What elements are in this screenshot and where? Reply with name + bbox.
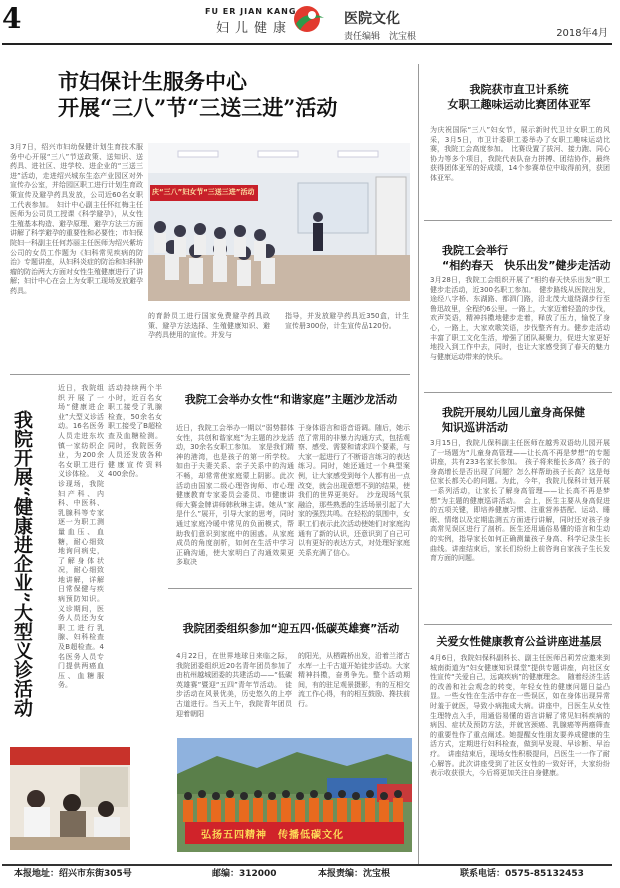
main-article-col2: 的育龄员工进行国家免费避孕药具政策、避孕方法选择、生殖健康知识、避孕药具使用的宣传。并发与 [148, 312, 270, 340]
main-article-col3: 指导，并发放避孕药具近350盒，计生宣传册300份，计生宣传品120份。 [285, 312, 409, 330]
issue-date: 2018年4月 [556, 28, 608, 39]
header-rule [2, 43, 612, 45]
divider [424, 624, 612, 625]
masthead-english: FU ER JIAN KANG [205, 7, 297, 16]
page-number: 4 [2, 2, 22, 35]
footer-phone: 联系电话：0575-85132453 [460, 869, 584, 879]
safety-article-body: 3月15日，我院儿保科副主任医师在越秀双语幼儿园开展了一场题为“儿童身高管理——让长高不再是梦想”的专题讲座，共有233名家长参加。 孩子将来能长多高？孩子的身高增长是否出现了问题？怎么样帮助孩子长高？这是每位家长都关心的问题。为此，今年，我院儿保科计划开展一系列活动，让家长了解身高管理——让长高不再是梦想”为主题的健康巡讲活动。 会上，医生主要从身高促进的五项关键，即培养健康习惯、注重营养搭配、运动、睡眠、情绪以及定期监测五方面进行讲解，同时还对孩子身高常见误区进行了剖析。医生还用通俗易懂的语言和生动的实例，指导家长如何正确测量孩子身高、科学记录生长曲线。讲座结束后，家长们纷纷上前咨询自家孩子生长发育方面的问题。 [430, 439, 610, 563]
clinic-photo [10, 747, 130, 850]
salon-article-col1: 近日，我院工会举办一期以“弱势群体女性，共创和谐家庭”为主题的沙龙活动，30余名女职工参加。 家是我们精神的港湾，也是孩子的第一所学校。如由于夫妻关系、亲子关系中的沟通不畅，却常常使家庭蒙上阴影。此次活动由国家二级心理咨询师、市心理健康教育专家委员会委员、市健康讲师大赛金牌讲师韩秋琳主讲。她从“家是什么”展开，引导大家的思考，同时通过家庭冷暖中常见的负面模式，帮助我们意识到家庭中的困惑。从家庭成员的角度剖析，如何在生活中学习正确沟通，使大家明白了沟通效果更多取决 [176, 424, 294, 567]
main-article-photo [148, 143, 410, 301]
divider [168, 588, 412, 589]
safety-headline-line2: 知识巡讲活动 [442, 421, 508, 434]
walk-headline-line2: “相约春天 快乐出发”健步走活动 [442, 259, 611, 272]
safety-headline [426, 405, 612, 435]
divider [424, 392, 612, 393]
footer-postcode: 邮编：312000 [212, 869, 277, 879]
walk-article-body: 3月28日，我院工会组织开展了“相约春天快乐出发”职工健步走活动，近300名职工参加。 健步路线从医院出发，途经八字桥、东湖路、都泗门路，沿北茂大道绕湖步行至鲁迅故里，全程约6公里。一路上，大家迈着轻盈的步伐，欢声笑语，精神抖擞地健步走着，释放了压力，愉悦了身心，一路上，大家欢歌笑语，步伐整齐有力。健步走活动丰富了职工文化生活，增强了团队凝聚力，促进大家更好地投入到工作中去，同时，也让大家感受到了春天的魅力与健康运动带来的快乐。 [430, 276, 610, 361]
photo1-banner-text: 庆“三八”妇女节“三送三进”活动 [152, 188, 255, 196]
vertical-headline: 我院开展“健康进企业”大型义诊活动 [11, 410, 33, 717]
section-title: 医院文化 [344, 11, 400, 27]
vertical-article-col1: 近日，我院组织开展了一场“健康进企业”大型义诊活动。16名医务人员走进东坎镇一家纺织企业，为200余名女职工进行义诊体检。 义诊现场，我院妇产科、内科、中医科、乳腺科等专家逐一为职工测量血压、血糖，耐心细致地询问病史，了解身体状况，耐心细致地讲解，详解日常保健与疾病预防知识。义诊期间，医务人员还为女职工进行乳腺、妇科检查及B超检查。4名医务人员专门提供两癌血压、血糖服务。 [58, 384, 104, 690]
competition-headline-line2: 女职工趣味运动比赛团体亚军 [447, 98, 591, 111]
youth-article-col1: 4月22日，在世界地球日来临之际，我院团委组织近20名青年团员参加了由杭州越城团委的共建活动——“低碳英雄赛”暨迎“五四”青年节活动。 徒步活动在风景优美，历史悠久的上亭古道进行。当天上午，我院青年团员迎着朝阳 [176, 652, 292, 718]
lecture-article-body: 4月6日，我院妇保科副科长、副主任医师吕莉芳应邀来到城南街道为“妇女健康知识课堂”提供专题讲座，向社区女性宣传“关爱自己，远离疾病”的健康理念。 随着经济生活的改善和社会观念的转变，年轻女性的健康问题日益凸显。一些女性在生活中存在一些误区，如在身体出现异常时羞于就医，导致小病拖成大病。讲座中，吕医生从女性生理特点入手，用通俗易懂的语言讲解了常见妇科疾病的病因、症状及预防方法，并就宫颈癌、乳腺癌等两癌筛查的重要性作了重点阐述。她提醒女性朋友要养成健康的生活方式，定期进行妇科检查，做到早发现、早诊断、早治疗。 讲座结束后，现场女性积极提问，吕医生一一作了耐心解答。此次讲座受到了社区女性的一致好评，大家纷纷表示收获很大，今后将更加关注自身健康。 [430, 654, 610, 778]
column-divider [418, 64, 419, 864]
masthead-chinese: 妇儿健康 [216, 21, 293, 36]
competition-headline [426, 82, 612, 112]
vertical-article-col2: 活动持续两个半小时，近百名女职工接受了乳腺检查，50余名女职工接受了B超检查及血糖检测。同时，我院医务人员还发放各种健康宣传资料400余份。 [108, 384, 162, 479]
walk-headline-line1: 我院工会举行 [442, 244, 508, 257]
lecture-headline: 关爱女性健康教育公益讲座进基层 [436, 635, 602, 648]
youth-group-photo [177, 738, 412, 852]
footer-editor: 本报责编：沈宝根 [318, 869, 391, 879]
footer-address: 本报地址：绍兴市东街305号 [14, 869, 132, 879]
safety-headline-line1: 我院开展幼儿园儿童身高保健 [442, 406, 585, 419]
photo3-banner-text: 弘扬五四精神 传播低碳文化 [201, 830, 344, 841]
main-headline [58, 69, 378, 121]
newspaper-logo-icon [292, 4, 326, 34]
divider [10, 374, 410, 375]
divider [424, 220, 612, 221]
competition-article-body: 为庆祝国际“三八”妇女节，展示新时代卫计女职工的风采，3月5日，市卫计委职工委举办了女职工趣味运动比赛，我院工会高度参加。 比赛设置了拔河、接力跑、同心协力等多个项目，我院代表队奋力拼搏、团结协作，最终获得团体亚军的好成绩，14个参赛单位中取得前列，获团体亚军。 [430, 126, 610, 182]
youth-article-col2: 的阳光，从栖霞桥出发，沿着兰渚古水库一上千古道开始徒步活动。大家精神抖擞，奋勇争先。整个活动期间，有的驻足观景摄影，有的互相交流工作心得，有的相互鼓励、搀扶前行。 [298, 652, 410, 708]
clinic-image [10, 747, 130, 850]
salon-headline: 我院工会举办女性“和谐家庭”主题沙龙活动 [184, 393, 398, 406]
main-headline-line1: 市妇保计生服务中心 [58, 69, 247, 94]
salon-article-col2: 于身体语言和语音语调。随后，她示范了常用的非暴力沟通方式，包括观察、感受、需要和请求四个要素，与大家一起进行了不断语言练习的表达练习。同时，她还通过一个典型案例，让大家感受到每个人都有出一点改变，就会出现意想不到的结果，使我们的世界更美好。 沙龙现场气氛融洽，那些熟悉的生活场景引起了大家的强烈共鸣。在轻松的氛围中，女职工们表示此次活动使她们对家庭沟通有了新的认识，还意识到了自己可以有更好的表达方式，对处理好家庭关系充满了信心。 [298, 424, 410, 557]
section-editor: 责任编辑 沈宝根 [344, 32, 417, 42]
main-article-col1: 3月7日，绍兴市妇幼保健计划生育技术服务中心开展“三八”节送政策、送知识、送药具、进社区、进学校、进企业的“三送三进”活动，走进绍兴城东生态产业园区对外宣传办公室，并给园区职工进行计划生育政策宣传及避孕药具发放，公司近60名女职工代表参加。 妇计中心副主任怀红梅主任医师为公司员工授课《科学避孕》，从女性生殖基本构造、避孕原理、避孕方法三方面讲解了科学避孕的重要性和必要性；市妇保院妇一科副主任何苏丽主任医师为绍兴紫坊公司的女员工作题为《妇科常见疾病的防治》专题讲座，从妇科炎症的防治和妇科肿瘤的防治两大方面对女性生殖健康进行了讲解；妇计中心在会上为女职工现场发放避孕药具。 [10, 143, 143, 295]
meeting-room-image [148, 143, 410, 301]
main-headline-line2: 开展“三八”节“三送三进”活动 [58, 95, 338, 120]
walk-headline [426, 243, 612, 273]
competition-headline-line1: 我院获市直卫计系统 [469, 83, 569, 96]
youth-headline: 我院团委组织参加“迎五四·低碳英雄赛”活动 [182, 622, 400, 635]
